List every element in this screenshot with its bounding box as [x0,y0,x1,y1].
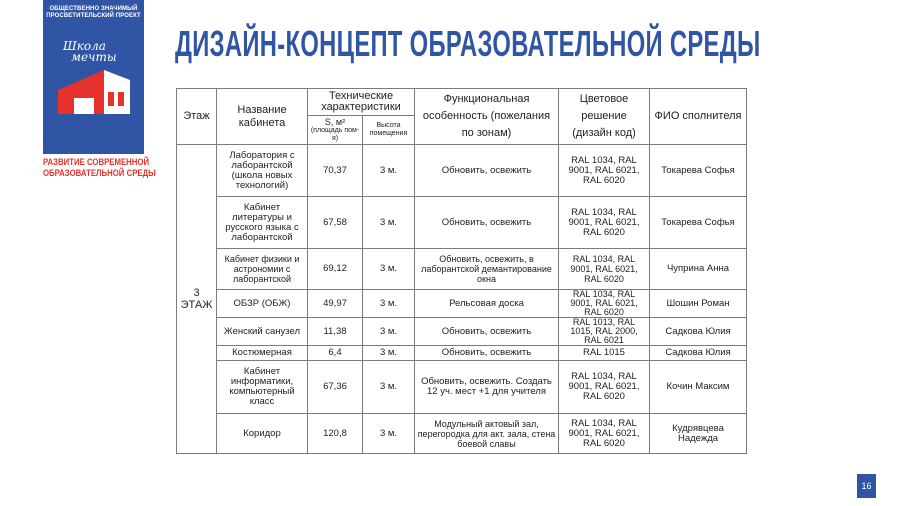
room-function: Модульный актовый зал, перегородка для акт. зала, стена боевой славы [415,414,559,454]
room-person: Шошин Роман [650,290,747,318]
room-function: Обновить, освежить [415,318,559,346]
logo-line2: мечты [71,50,117,64]
room-height: 3 м. [363,361,415,414]
header-height: Высота помещения [363,116,415,145]
room-area: 49,97 [308,290,363,318]
room-area: 69,12 [308,249,363,290]
room-function: Обновить, освежить, в лаборантской демантирование окна [415,249,559,290]
room-height: 3 м. [363,414,415,454]
room-person: Чуприна Анна [650,249,747,290]
room-area: 6,4 [308,346,363,361]
room-name: Костюмерная [217,346,308,361]
table-row [177,318,747,346]
header-floor: Этаж [177,89,217,145]
room-name: Кабинет литературы и русского языка с лаборантской [217,197,308,249]
logo-line1: Школа [63,39,106,53]
room-function: Обновить, освежить. Создать 12 уч. мест +1 для учителя [415,361,559,414]
header-area-note: (площадь пом-я) [310,127,360,142]
header-function: Функциональная особенность (пожелания по зонам) [415,89,559,145]
room-height: 3 м. [363,346,415,361]
brand-tagline-line1: ОБЩЕСТВЕННО ЗНАЧИМЫЙ [49,6,138,12]
room-area: 67,36 [308,361,363,414]
header-area [308,116,363,145]
room-color: RAL 1015 [559,346,650,361]
room-name: Коридор [217,414,308,454]
table-row [177,361,747,414]
room-name: Кабинет физики и астрономии с лаборантской [217,249,308,290]
room-name: Кабинет информатики, компьютерный класс [217,361,308,414]
room-color: RAL 1034, RAL 9001, RAL 6021, RAL 6020 [559,414,650,454]
house-icon [58,70,130,114]
table-row [177,249,747,290]
header-person: ФИО сполнителя [650,89,747,145]
room-function: Обновить, освежить [415,346,559,361]
room-name: Женский санузел [217,318,308,346]
room-person: Кудрявцева Надежда [650,414,747,454]
table-row [177,290,747,318]
room-name: ОБЗР (ОБЖ) [217,290,308,318]
header-color: Цветовое решение (дизайн код) [559,89,650,145]
room-function: Рельсовая доска [415,290,559,318]
room-name: Лаборатория с лаборантской (школа новых технологий) [217,145,308,197]
page-title: ДИЗАЙН-КОНЦЕПТ ОБРАЗОВАТЕЛЬНОЙ СРЕДЫ [175,23,761,64]
header-room: Название кабинета [217,89,308,145]
school-title: ШКОЛА МЕЧТЫ [43,133,142,150]
floor-label: 3 ЭТАЖ [177,145,217,454]
room-person: Токарева Софья [650,197,747,249]
room-color: RAL 1034, RAL 9001, RAL 6021, RAL 6020 [559,290,650,318]
school-subtitle [43,157,156,179]
room-height: 3 м. [363,197,415,249]
room-person: Токарева Софья [650,145,747,197]
table-row [177,346,747,361]
room-area: 67,58 [308,197,363,249]
room-height: 3 м. [363,249,415,290]
room-height: 3 м. [363,290,415,318]
room-area: 70,37 [308,145,363,197]
room-color: RAL 1034, RAL 9001, RAL 6021, RAL 6020 [559,249,650,290]
school-logo [63,41,117,63]
room-height: 3 м. [363,318,415,346]
room-person: Садкова Юлия [650,346,747,361]
brand-tagline-line2: ПРОСВЕТИТЕЛЬСКИЙ ПРОЕКТ [46,13,141,19]
table-row [177,414,747,454]
page-number: 16 [857,474,876,498]
room-area: 11,38 [308,318,363,346]
room-height: 3 м. [363,145,415,197]
school-subtitle-line2: ОБРАЗОВАТЕЛЬНОЙ СРЕДЫ [43,168,156,179]
table-row [177,197,747,249]
room-person: Садкова Юлия [650,318,747,346]
room-area: 120,8 [308,414,363,454]
room-color: RAL 1013, RAL 1015, RAL 2000, RAL 6021 [559,318,650,346]
header-area-label: S, м² [324,117,346,127]
room-color: RAL 1034, RAL 9001, RAL 6021, RAL 6020 [559,197,650,249]
room-function: Обновить, освежить [415,197,559,249]
header-tech: Технические характеристики [308,89,415,116]
school-subtitle-line1: РАЗВИТИЕ СОВРЕМЕННОЙ [43,157,150,168]
design-concept-table [176,88,747,454]
table-row [177,145,747,197]
brand-panel [43,0,144,154]
room-function: Обновить, освежить [415,145,559,197]
room-color: RAL 1034, RAL 9001, RAL 6021, RAL 6020 [559,145,650,197]
room-color: RAL 1034, RAL 9001, RAL 6021, RAL 6020 [559,361,650,414]
brand-tagline [43,6,144,20]
room-person: Кочин Максим [650,361,747,414]
